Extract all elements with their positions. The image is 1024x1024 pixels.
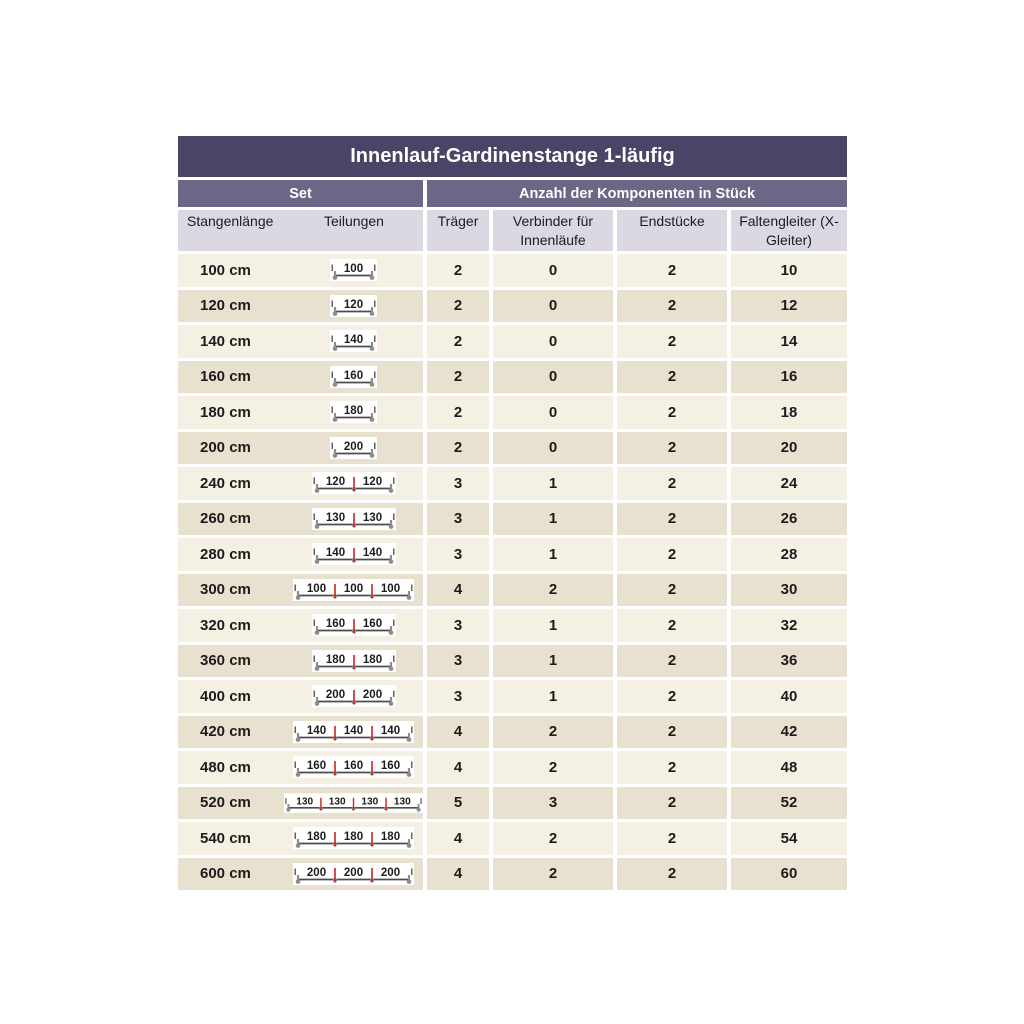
- row-faltengleiter-value: 36: [731, 645, 847, 678]
- teilungen-diagram-area: [284, 721, 423, 743]
- row-endstuecke-value: 2: [617, 503, 727, 536]
- row-endstuecke-value: 2: [617, 787, 727, 820]
- row-verbinder-value: 3: [493, 787, 613, 820]
- teilungen-diagram-area: [284, 827, 423, 849]
- row-faltengleiter-value: 14: [731, 325, 847, 358]
- row-traeger-value: 4: [427, 751, 489, 784]
- table-row-set-cell: [178, 325, 423, 358]
- column-header-stangenlaenge: Stangenlänge: [187, 213, 274, 229]
- row-length-label: 280 cm: [200, 545, 251, 563]
- teilungen-diagram-area: [284, 685, 423, 707]
- row-length-label: 400 cm: [200, 687, 251, 705]
- row-verbinder-value: 2: [493, 858, 613, 891]
- table-title: Innenlauf-Gardinenstange 1-läufig: [178, 136, 847, 177]
- column-header-set: [178, 210, 423, 251]
- segment-length-label: 140: [343, 334, 364, 347]
- rod-division-diagram: [330, 295, 377, 317]
- row-faltengleiter-value: 20: [731, 432, 847, 465]
- teilungen-diagram-area: [284, 579, 423, 601]
- row-verbinder-value: 1: [493, 503, 613, 536]
- segment-length-label: 100: [380, 582, 401, 595]
- table-row-set-cell: [178, 467, 423, 500]
- segment-length-label: 160: [362, 618, 382, 631]
- row-endstuecke-value: 2: [617, 680, 727, 713]
- column-header-endstuecke: Endstücke: [617, 210, 727, 251]
- row-traeger-value: 3: [427, 609, 489, 642]
- segment-length-label: 120: [325, 476, 345, 489]
- teilungen-diagram-area: [284, 650, 423, 672]
- rod-division-diagram: [293, 827, 414, 849]
- rod-division-diagram: [293, 721, 414, 743]
- row-verbinder-value: 2: [493, 716, 613, 749]
- segment-length-label: 180: [362, 653, 382, 666]
- row-verbinder-value: 1: [493, 538, 613, 571]
- segment-length-label: 100: [343, 582, 364, 595]
- row-traeger-value: 2: [427, 396, 489, 429]
- row-faltengleiter-value: 40: [731, 680, 847, 713]
- table-row-set-cell: [178, 716, 423, 749]
- rod-division-diagram: [312, 472, 396, 494]
- row-length-label: 300 cm: [200, 581, 251, 599]
- teilungen-diagram-area: [284, 330, 423, 352]
- row-length-label: 100 cm: [200, 261, 251, 279]
- table-row-set-cell: [178, 858, 423, 891]
- rod-division-diagram: [330, 401, 377, 423]
- row-verbinder-value: 1: [493, 645, 613, 678]
- row-length-label: 540 cm: [200, 829, 251, 847]
- row-endstuecke-value: 2: [617, 396, 727, 429]
- row-faltengleiter-value: 32: [731, 609, 847, 642]
- row-faltengleiter-value: 26: [731, 503, 847, 536]
- row-endstuecke-value: 2: [617, 325, 727, 358]
- segment-length-label: 180: [380, 831, 401, 844]
- row-faltengleiter-value: 12: [731, 290, 847, 323]
- teilungen-diagram-area: [284, 863, 423, 885]
- row-length-label: 320 cm: [200, 616, 251, 634]
- row-traeger-value: 4: [427, 858, 489, 891]
- segment-length-label: 160: [343, 369, 364, 382]
- rod-division-diagram: [293, 579, 414, 601]
- row-traeger-value: 5: [427, 787, 489, 820]
- row-length-label: 180 cm: [200, 403, 251, 421]
- row-endstuecke-value: 2: [617, 254, 727, 287]
- segment-length-label: 180: [325, 653, 345, 666]
- rod-division-diagram: [330, 366, 377, 388]
- row-traeger-value: 2: [427, 290, 489, 323]
- row-traeger-value: 2: [427, 432, 489, 465]
- table-row-set-cell: [178, 645, 423, 678]
- table-grid: [178, 180, 847, 890]
- row-length-label: 120 cm: [200, 297, 251, 315]
- segment-length-label: 180: [306, 831, 327, 844]
- row-verbinder-value: 0: [493, 432, 613, 465]
- rod-division-diagram: [293, 863, 414, 885]
- teilungen-diagram-area: [284, 401, 423, 423]
- row-faltengleiter-value: 42: [731, 716, 847, 749]
- rod-division-diagram: [284, 792, 423, 814]
- row-faltengleiter-value: 10: [731, 254, 847, 287]
- row-faltengleiter-value: 28: [731, 538, 847, 571]
- row-endstuecke-value: 2: [617, 858, 727, 891]
- group-header-components: Anzahl der Komponenten in Stück: [427, 180, 847, 207]
- row-faltengleiter-value: 54: [731, 822, 847, 855]
- teilungen-diagram-area: [284, 543, 423, 565]
- row-length-label: 140 cm: [200, 332, 251, 350]
- segment-length-label: 130: [362, 511, 382, 524]
- row-endstuecke-value: 2: [617, 574, 727, 607]
- segment-length-label: 130: [361, 796, 379, 808]
- segment-length-label: 200: [362, 689, 382, 702]
- rod-division-diagram: [312, 508, 396, 530]
- segment-length-label: 200: [380, 866, 401, 879]
- component-table: [178, 136, 847, 890]
- segment-length-label: 160: [325, 618, 345, 631]
- row-verbinder-value: 2: [493, 574, 613, 607]
- row-verbinder-value: 1: [493, 467, 613, 500]
- segment-length-label: 200: [343, 866, 364, 879]
- segment-length-label: 140: [380, 724, 401, 737]
- row-verbinder-value: 1: [493, 680, 613, 713]
- table-row-set-cell: [178, 822, 423, 855]
- row-verbinder-value: 0: [493, 361, 613, 394]
- row-length-label: 480 cm: [200, 758, 251, 776]
- segment-length-label: 160: [343, 760, 364, 773]
- row-faltengleiter-value: 16: [731, 361, 847, 394]
- row-endstuecke-value: 2: [617, 361, 727, 394]
- table-row-set-cell: [178, 432, 423, 465]
- teilungen-diagram-area: [284, 295, 423, 317]
- segment-length-label: 180: [343, 405, 364, 418]
- row-traeger-value: 4: [427, 574, 489, 607]
- rod-division-diagram: [293, 756, 414, 778]
- segment-length-label: 120: [343, 298, 364, 311]
- segment-length-label: 160: [380, 760, 401, 773]
- table-row-set-cell: [178, 290, 423, 323]
- table-row-set-cell: [178, 751, 423, 784]
- row-faltengleiter-value: 52: [731, 787, 847, 820]
- row-endstuecke-value: 2: [617, 645, 727, 678]
- row-faltengleiter-value: 30: [731, 574, 847, 607]
- rod-division-diagram: [330, 437, 377, 459]
- row-endstuecke-value: 2: [617, 751, 727, 784]
- row-faltengleiter-value: 18: [731, 396, 847, 429]
- row-verbinder-value: 0: [493, 254, 613, 287]
- row-length-label: 520 cm: [200, 794, 251, 812]
- teilungen-diagram-area: [284, 259, 423, 281]
- segment-length-label: 130: [296, 796, 314, 808]
- rod-division-diagram: [312, 685, 396, 707]
- row-endstuecke-value: 2: [617, 467, 727, 500]
- column-header-faltengleiter: Faltengleiter (X-Gleiter): [731, 210, 847, 251]
- table-row-set-cell: [178, 609, 423, 642]
- segment-length-label: 130: [328, 796, 346, 808]
- segment-length-label: 100: [306, 582, 327, 595]
- row-endstuecke-value: 2: [617, 290, 727, 323]
- teilungen-diagram-area: [284, 792, 423, 814]
- table-row-set-cell: [178, 787, 423, 820]
- row-length-label: 600 cm: [200, 865, 251, 883]
- row-verbinder-value: 0: [493, 396, 613, 429]
- teilungen-diagram-area: [284, 508, 423, 530]
- segment-length-label: 200: [306, 866, 327, 879]
- segment-length-label: 200: [325, 689, 345, 702]
- row-endstuecke-value: 2: [617, 822, 727, 855]
- teilungen-diagram-area: [284, 366, 423, 388]
- row-traeger-value: 3: [427, 503, 489, 536]
- row-endstuecke-value: 2: [617, 609, 727, 642]
- segment-length-label: 160: [306, 760, 327, 773]
- rod-division-diagram: [312, 650, 396, 672]
- segment-length-label: 200: [343, 440, 364, 453]
- row-traeger-value: 3: [427, 538, 489, 571]
- rod-division-diagram: [330, 330, 377, 352]
- column-header-teilungen: Teilungen: [324, 213, 384, 229]
- row-traeger-value: 4: [427, 716, 489, 749]
- row-faltengleiter-value: 24: [731, 467, 847, 500]
- table-row-set-cell: [178, 361, 423, 394]
- segment-length-label: 140: [306, 724, 327, 737]
- row-verbinder-value: 2: [493, 751, 613, 784]
- table-row-set-cell: [178, 538, 423, 571]
- row-length-label: 360 cm: [200, 652, 251, 670]
- segment-length-label: 130: [393, 796, 411, 808]
- row-traeger-value: 3: [427, 467, 489, 500]
- table-row-set-cell: [178, 396, 423, 429]
- row-endstuecke-value: 2: [617, 538, 727, 571]
- segment-length-label: 140: [343, 724, 364, 737]
- row-traeger-value: 3: [427, 645, 489, 678]
- rod-division-diagram: [312, 543, 396, 565]
- table-row-set-cell: [178, 503, 423, 536]
- row-verbinder-value: 1: [493, 609, 613, 642]
- teilungen-diagram-area: [284, 437, 423, 459]
- row-endstuecke-value: 2: [617, 716, 727, 749]
- column-header-verbinder: Verbinder für Innenläufe: [493, 210, 613, 251]
- column-header-traeger: Träger: [427, 210, 489, 251]
- row-endstuecke-value: 2: [617, 432, 727, 465]
- segment-length-label: 180: [343, 831, 364, 844]
- table-row-set-cell: [178, 680, 423, 713]
- row-traeger-value: 2: [427, 361, 489, 394]
- table-row-set-cell: [178, 574, 423, 607]
- row-length-label: 420 cm: [200, 723, 251, 741]
- rod-division-diagram: [312, 614, 396, 636]
- row-length-label: 260 cm: [200, 510, 251, 528]
- row-traeger-value: 3: [427, 680, 489, 713]
- row-verbinder-value: 0: [493, 325, 613, 358]
- row-verbinder-value: 0: [493, 290, 613, 323]
- row-length-label: 200 cm: [200, 439, 251, 457]
- segment-length-label: 140: [325, 547, 345, 560]
- row-traeger-value: 2: [427, 254, 489, 287]
- rod-division-diagram: [330, 259, 377, 281]
- row-faltengleiter-value: 48: [731, 751, 847, 784]
- segment-length-label: 120: [362, 476, 382, 489]
- segment-length-label: 140: [362, 547, 382, 560]
- teilungen-diagram-area: [284, 756, 423, 778]
- row-verbinder-value: 2: [493, 822, 613, 855]
- group-header-set: Set: [178, 180, 423, 207]
- segment-length-label: 130: [325, 511, 345, 524]
- segment-length-label: 100: [343, 263, 364, 276]
- row-faltengleiter-value: 60: [731, 858, 847, 891]
- row-length-label: 160 cm: [200, 368, 251, 386]
- table-row-set-cell: [178, 254, 423, 287]
- row-traeger-value: 2: [427, 325, 489, 358]
- teilungen-diagram-area: [284, 614, 423, 636]
- row-traeger-value: 4: [427, 822, 489, 855]
- teilungen-diagram-area: [284, 472, 423, 494]
- row-length-label: 240 cm: [200, 474, 251, 492]
